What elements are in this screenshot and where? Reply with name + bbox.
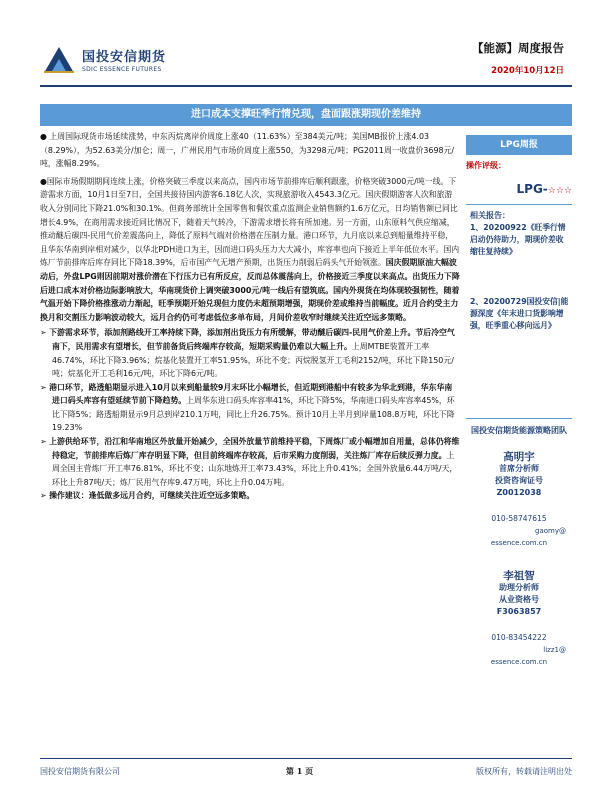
team-name: 国投安信期货能源策略团队: [471, 426, 567, 435]
port-section: [40, 381, 460, 435]
related-label: 相关报告：: [470, 211, 510, 220]
header-divider: [40, 85, 572, 87]
analysis-conclusion: 国庆假期原油大幅波动后，外盘LPG则因前期对涨价潜在下行压力已有所反应，反而总体震荡向上，价格接近三季度以来高点。出货压力下降后进口成本对价格边际影响放大，华南现货价上调突破3000元/吨一线后有望筑底。国内外现货在均体现较强韧性，随着气温开始下降价格推涨动力渐起，旺季预期开始兑现但力度仍未超预期增强，期现价差或维持当前幅度。近月合约受主力换月和交割压力影响波动较大，远月合约仍可考虑低位多单布局，月间价差收窄时继续关注近空远多策略。: [40, 258, 460, 322]
analyst-1-email-domain[interactable]: essence.com.cn: [490, 539, 548, 547]
analyst-2-phone: 010-83454222: [491, 633, 547, 642]
sidebar-tag: LPG周报: [466, 135, 572, 155]
analyst-2-email[interactable]: lizz1@: [543, 646, 566, 654]
main-body: [40, 130, 460, 503]
analysis-paragraph: [40, 175, 460, 325]
summary-paragraph: ● 上周国际现货市场延续涨势，中东丙烷离岸价周度上涨40（11.63%）至384美元/吨；美国MB报价上涨4.03（8.29%），为52.63美分/加仑；周一，广州民用气市场价周度上涨550，为3298元/吨；PG2011周一收盘价3698元/吨，涨幅8.29%。: [40, 132, 455, 169]
advice-bold: 操作建议：逢低做多远月合约，可继续关注近空远多策略。: [49, 491, 255, 501]
analysis-text: ●国际市场假期期间连续上涨，价格突破三季度以来高点，国内市场节前排库后顺利跟涨，价格突破3000元/吨一线。下游需求方面，10月1日至7日，全国共接待国内游客6.18亿人次，实现旅游收入4543.3亿元。国庆假期游客人次和旅游收入分别同比下降21.0%和30.1%。但商务部统计全国零售和餐饮重点监测企业销售额约1.6万亿元，日均销售额已同比增长4.9%，在商用需求接近同比情况下，随着天气转冷，下游需求增长将有所加速。另一方面，山东原料气供应缩减，推动醚后碳四-民用气价差震荡向上，降低了原料气端对价格潜在压制力量。港口环节，九月底以来总到船量维持平稳，且华东华南到岸相对减少，以华北PDH进口为主，因而进口码头压力大大减小，库容率也向下接近上半年低位水平。国内炼厂节前排库后库存同比下降18.39%，后市国产气无增产预期，出货压力削弱后码头气开始领涨。: [40, 176, 460, 268]
analyst-2: [466, 570, 572, 668]
page-number: 第 1 页: [286, 766, 314, 776]
company-logo-icon: [42, 45, 76, 75]
sidebar-divider: [466, 204, 572, 205]
footer-company: 国投安信期货有限公司: [40, 767, 120, 776]
supply-bold: 上游供给环节，沿江和华南地区外放量开始减少，全国外放量节前维持平稳，下周炼厂或小幅增加自用量，总体仍将维持稳定，节前排库后炼厂库存明显下降，但目前终端库存较高，后市采购力度削弱，关注炼厂库存后续反弹力度。: [49, 437, 460, 460]
sidebar-divider: [466, 418, 572, 419]
port-text: 上周华东进口码头库容率41%，环比下降5%，华南进口码头库容率45%，环比下降5%；路透船期显示9月总到岸210.1万吨，同比上升26.75%。预计10月上半月到岸量108.8万吨，环比下降19.23%: [52, 396, 455, 433]
report-type: 【能源】周度报告: [472, 41, 564, 55]
analyst-2-title: 助理分析师: [499, 583, 539, 592]
analyst-1-phone: 010-58747615: [491, 514, 547, 523]
analyst-1-name: 高明宇: [503, 451, 535, 463]
report-date: 2020年10月12日: [491, 66, 564, 76]
analyst-1-email[interactable]: gaomy@: [535, 527, 566, 535]
rating-value: [517, 182, 573, 196]
report-title-banner: 进口成本支撑旺季行情兑现，盘面跟涨期现价差维持: [40, 104, 572, 126]
analyst-2-name: 李祖智: [503, 570, 535, 582]
analyst-2-cert: F3063857: [496, 607, 542, 616]
rating-name: LPG-: [516, 182, 548, 196]
related-report-1[interactable]: 1、20200922《旺季行情启动仍待助力，期现价差收缩往复持续》: [470, 223, 566, 256]
arrow-bullet-icon: ➢: [40, 437, 50, 447]
analyst-1-cert: Z0012038: [496, 488, 542, 497]
analyst-1-title: 首席分析师: [499, 464, 539, 473]
advice-section: [40, 489, 460, 503]
arrow-bullet-icon: ➢: [40, 328, 50, 338]
rating-stars-icon: ☆☆☆: [547, 186, 572, 196]
demand-bold: 下游需求环节，添加剂路线开工率持续下降，添加剂出货压力有所缓解，带动醚后碳四-民用气价差上升。节后冷空气南下，民用需求有望增长，但节前备货后终端库存较高，短期采购量仍难以大幅上升。: [49, 328, 455, 351]
supply-text: 上周全国主营炼厂开工率76.81%，环比不变；山东地炼开工率73.43%，环比上升0.41%；全国外放量6.44万吨/天，环比上升87吨/天；炼厂民用气存库9.47万吨，环比上升0.04万吨。: [52, 450, 458, 487]
related-report-2[interactable]: 2、20200729国投安信|能源深度《年末进口货影响增强，旺季重心移向远月》: [470, 297, 569, 330]
analyst-2-cert-label: 从业资格号: [499, 595, 539, 604]
footer-divider: [40, 758, 572, 759]
rating-label: 操作评级：: [466, 161, 506, 170]
analyst-2-email-domain[interactable]: essence.com.cn: [490, 658, 548, 666]
demand-text: 上周MTBE装置开工率46.74%，环比下降3.96%；烷基化装置开工率51.95%，环比不变；丙烷脱氢开工毛利2152/吨，环比下降150元/吨；烷基化开工毛利16元/吨，环比下降6元/吨。: [52, 341, 454, 379]
footer-copyright: 版权所有，转载请注明出处: [476, 767, 572, 776]
arrow-bullet-icon: ➢: [40, 382, 50, 392]
analyst-1-cert-label: 投资咨询证号: [495, 476, 543, 485]
arrow-bullet-icon: ➢: [40, 491, 50, 501]
company-name-en: SDIC ESSENCE FUTURES: [82, 66, 162, 73]
company-name: 国投安信期货: [82, 50, 167, 65]
analyst-1: [466, 451, 572, 549]
demand-section: [40, 326, 460, 380]
port-bold: 港口环节，路透船期显示进入10月以来到船量较9月末环比小幅增长，但近期到港船中有较多为华北到港，华东华南进口码头库容有望延续节前下降趋势。: [49, 382, 453, 406]
supply-section: [40, 435, 460, 489]
